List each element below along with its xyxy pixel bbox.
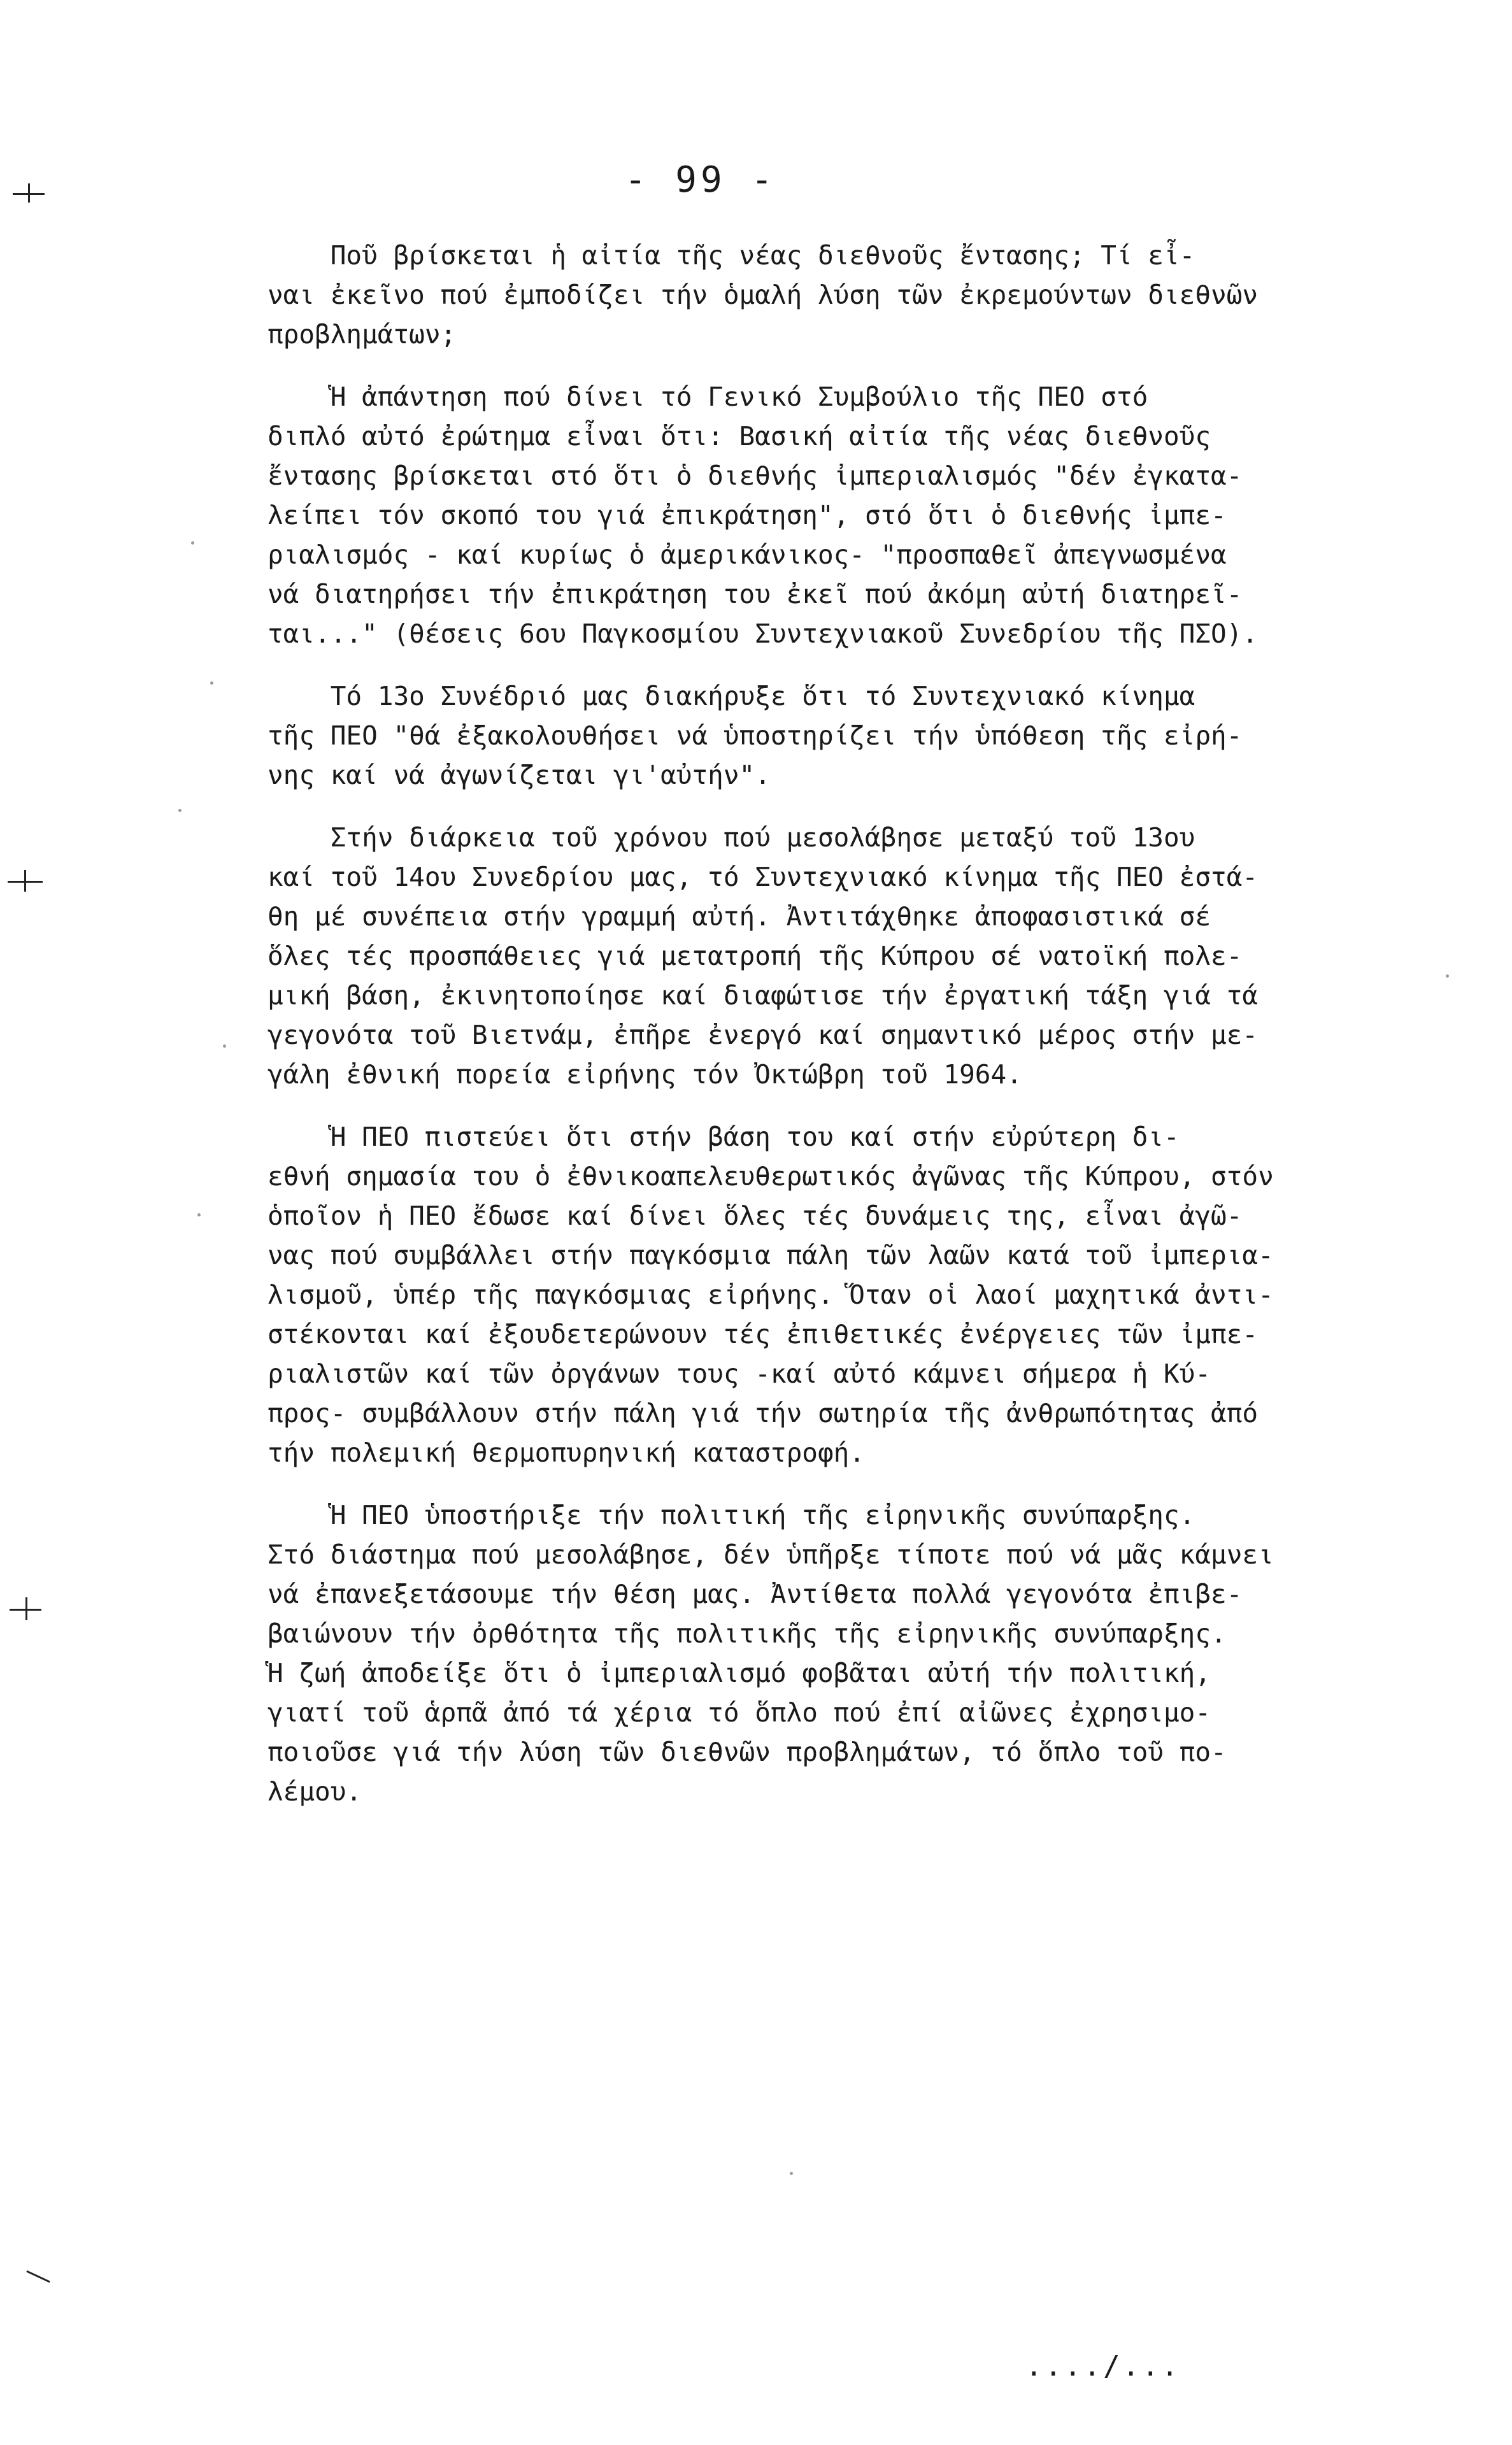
text-line: Ἡ ΠΕΟ πιστεύει ὅτι στήν βάση του καί στήν εὐρύτερη δι- [267,1122,1180,1152]
margin-mark-bottom [26,2270,50,2283]
paragraph [267,377,1439,653]
text-line: λέμου. [267,1776,362,1807]
text-line: νά ἐπανεξετάσουμε τήν θέση μας. Ἀντίθετα πολλά γεγονότα ἐπιβε- [267,1579,1243,1609]
scan-speck [178,809,182,812]
text-line: θη μέ συνέπεια στήν γραμμή αὐτή. Ἀντιτάχθηκε ἀποφασιστικά σέ [267,901,1211,932]
paragraph [267,818,1439,1094]
text-line: νας πού συμβάλλει στήν παγκόσμια πάλη τῶν λαῶν κατά τοῦ ἰμπερια- [267,1240,1274,1271]
text-line: Τό 13ο Συνέδριό μας διακήρυξε ὅτι τό Συντεχνιακό κίνημα [267,681,1195,711]
text-line: νά διατηρήσει τήν ἐπικράτηση του ἐκεῖ πού ἀκόμη αὐτή διατηρεῖ- [267,579,1243,609]
text-line: ριαλισμός - καί κυρίως ὁ ἀμερικάνικος- "προσπαθεῖ ἀπεγνωσμένα [267,539,1227,570]
text-line: προς- συμβάλλουν στήν πάλη γιά τήν σωτηρία τῆς ἀνθρωπότητας ἀπό [267,1398,1259,1429]
scan-speck [191,541,194,545]
paragraph [267,1117,1439,1472]
text-line: προβλημάτων; [267,319,457,350]
text-line: νης καί νά ἀγωνίζεται γι'αὐτήν". [267,760,771,790]
text-line: ἔντασης βρίσκεται στό ὅτι ὁ διεθνής ἰμπεριαλισμός "δέν ἐγκατα- [267,460,1243,491]
text-line: στέκονται καί ἐξουδετερώνουν τές ἐπιθετικές ἐνέργειες τῶν ἰμπε- [267,1319,1259,1350]
scan-speck [790,2172,793,2175]
text-line: Στήν διάρκεια τοῦ χρόνου πού μεσολάβησε μεταξύ τοῦ 13ου [267,822,1195,853]
paragraph [267,676,1439,795]
scan-speck [210,681,213,685]
text-line: τῆς ΠΕΟ "θά ἐξακολουθήσει νά ὑποστηρίζει τήν ὑπόθεση τῆς εἰρή- [267,720,1243,751]
text-line: ται..." (θέσεις 6ου Παγκοσμίου Συντεχνιακοῦ Συνεδρίου τῆς ΠΣΟ). [267,618,1259,649]
text-line: Ἡ ἀπάντηση πού δίνει τό Γενικό Συμβούλιο τῆς ΠΕΟ στό [267,381,1148,412]
text-line: ριαλιστῶν καί τῶν ὀργάνων τους -καί αὐτό κάμνει σήμερα ἡ Κύ- [267,1358,1211,1389]
text-line: γεγονότα τοῦ Βιετνάμ, ἐπῆρε ἐνεργό καί σημαντικό μέρος στήν με- [267,1020,1259,1050]
paragraph [267,236,1439,354]
text-line: ποιοῦσε γιά τήν λύση τῶν διεθνῶν προβλημάτων, τό ὅπλο τοῦ πο- [267,1737,1227,1767]
text-line: λισμοῦ, ὑπέρ τῆς παγκόσμιας εἰρήνης. Ὅταν οἱ λαοί μαχητικά ἀντι- [267,1280,1274,1310]
text-line: γάλη ἐθνική πορεία εἰρήνης τόν Ὀκτώβρη τοῦ 1964. [267,1059,1022,1090]
text-line: τήν πολεμική θερμοπυρηνική καταστροφή. [267,1437,865,1468]
text-line: ὅλες τές προσπάθειες γιά μετατροπή τῆς Κύπρου σέ νατοϊκή πολε- [267,941,1243,971]
text-line: Ἡ ζωή ἀποδείξε ὅτι ὁ ἰμπεριαλισμό φοβᾶται αὐτή τήν πολιτική, [267,1658,1211,1688]
body-text [267,236,1439,1811]
text-line: ὁποῖον ἡ ΠΕΟ ἔδωσε καί δίνει ὅλες τές δυνάμεις της, εἶναι ἀγῶ- [267,1201,1243,1231]
text-line: ναι ἐκεῖνο πού ἐμποδίζει τήν ὁμαλή λύση τῶν ἐκρεμούντων διεθνῶν [267,280,1259,310]
text-line: Ἡ ΠΕΟ ὑποστήριξε τήν πολιτική τῆς εἰρηνικῆς συνύπαρξης. [267,1500,1195,1530]
page-number: - 99 - [624,159,777,201]
text-line: γιατί τοῦ ἁρπᾶ ἀπό τά χέρια τό ὅπλο πού ἐπί αἰῶνες ἐχρησιμο- [267,1697,1211,1728]
margin-mark-lower-stem [25,1597,27,1620]
margin-mark-upper-stem [24,870,26,892]
text-line: διπλό αὐτό ἐρώτημα εἶναι ὅτι: Βασική αἰτία τῆς νέας διεθνοῦς [267,421,1211,452]
text-line: εθνή σημασία του ὁ ἐθνικοαπελευθερωτικός ἀγῶνας τῆς Κύπρου, στόν [267,1161,1274,1192]
text-line: λείπει τόν σκοπό του γιά ἐπικράτηση", στό ὅτι ὁ διεθνής ἰμπε- [267,500,1227,531]
text-line: Ποῦ βρίσκεται ἡ αἰτία τῆς νέας διεθνοῦς ἔντασης; Τί εἶ- [267,240,1195,271]
scan-speck [223,1044,226,1048]
paragraph [267,1495,1439,1811]
continuation-marker: ..../... [1025,2350,1181,2383]
text-line: καί τοῦ 14ου Συνεδρίου μας, τό Συντεχνιακό κίνημα τῆς ΠΕΟ ἐστά- [267,862,1259,892]
scan-speck [1446,974,1449,978]
text-line: Στό διάστημα πού μεσολάβησε, δέν ὑπῆρξε τίποτε πού νά μᾶς κάμνει [267,1539,1274,1570]
text-line: βαιώνουν τήν ὀρθότητα τῆς πολιτικῆς τῆς εἰρηνικῆς συνύπαρξης. [267,1618,1227,1649]
scan-speck [197,1213,201,1216]
text-line: μική βάση, ἐκινητοποίησε καί διαφώτισε τήν ἐργατική τάξη γιά τά [267,980,1259,1011]
